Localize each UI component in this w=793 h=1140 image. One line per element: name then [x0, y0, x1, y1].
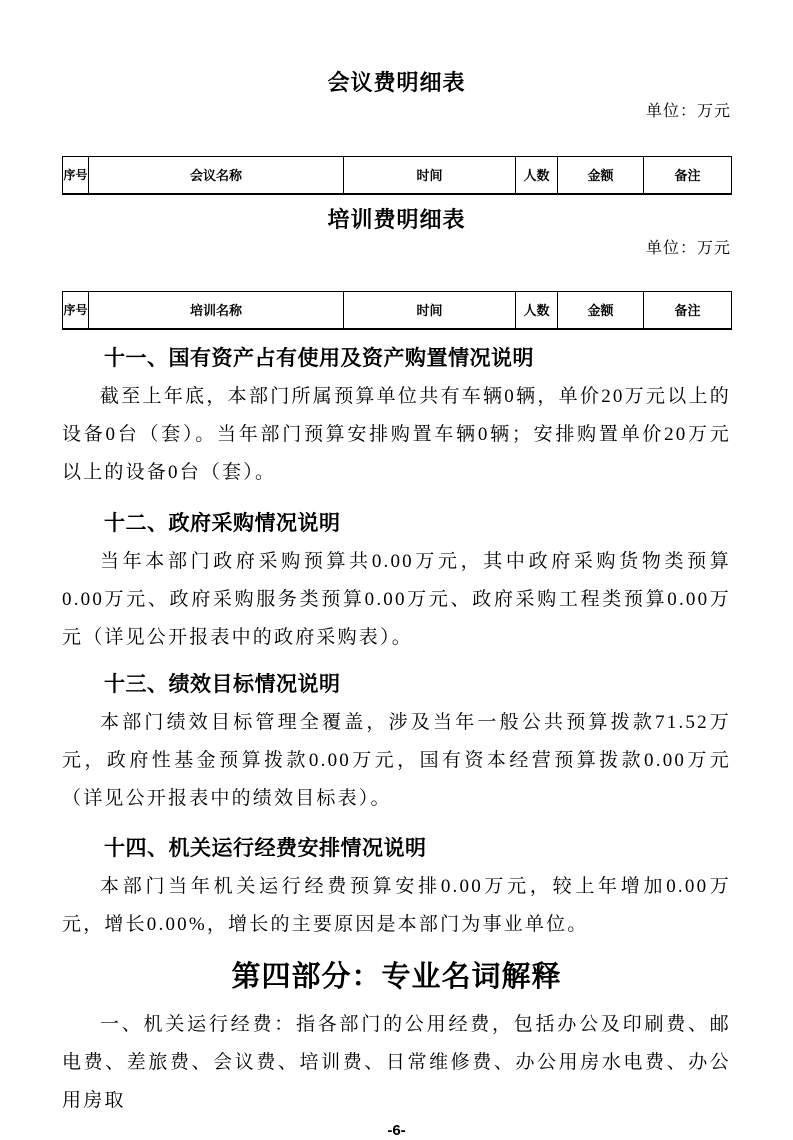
meeting-fee-unit-label: 单位：万元 [645, 103, 731, 120]
header-cell-序号: 序号 [63, 292, 89, 330]
header-cell-备注: 备注 [644, 292, 732, 330]
header-cell-备注: 备注 [644, 157, 732, 195]
header-cell-会议名称: 会议名称 [89, 157, 344, 195]
training-fee-table-header-row [63, 292, 732, 330]
header-cell-金额: 金额 [558, 157, 644, 195]
section-heading-performance-targets: 十三、绩效目标情况说明 [104, 673, 341, 696]
header-cell-时间: 时间 [344, 292, 516, 330]
meeting-fee-table-title: 会议费明细表 [327, 70, 466, 95]
page-number: -6- [387, 1122, 406, 1139]
training-fee-table-title: 培训费明细表 [327, 207, 466, 232]
section-body-government-procurement: 当年本部门政府采购预算共0.00万元，其中政府采购货物类预算0.00万元、政府采购服务类预算0.00万元、政府采购工程类预算0.00万元（详见公开报表中的政府采购表）。 [62, 551, 731, 648]
header-cell-金额: 金额 [558, 292, 644, 330]
section-body-state-assets: 截至上年底，本部门所属预算单位共有车辆0辆，单价20万元以上的设备0台（套）。当年部门预算安排购置车辆0辆；安排购置单价20万元以上的设备0台（套）。 [62, 386, 731, 483]
meeting-fee-table-header-row [63, 157, 732, 195]
section-heading-government-procurement: 十二、政府采购情况说明 [104, 512, 341, 535]
section-body-performance-targets: 本部门绩效目标管理全覆盖，涉及当年一般公共预算拨款71.52万元，政府性基金预算拨款0.00万元，国有资本经营预算拨款0.00万元（详见公开报表中的绩效目标表）。 [62, 712, 731, 809]
header-cell-培训名称: 培训名称 [89, 292, 344, 330]
header-cell-人数: 人数 [516, 292, 558, 330]
part-four-title: 第四部分：专业名词解释 [231, 961, 562, 993]
section-body-operating-expenses: 本部门当年机关运行经费预算安排0.00万元，较上年增加0.00万元，增长0.00%，增长的主要原因是本部门为事业单位。 [62, 876, 731, 935]
header-cell-人数: 人数 [516, 157, 558, 195]
training-fee-unit-label: 单位：万元 [645, 240, 731, 257]
glossary-paragraph-operating-expenses: 一、机关运行经费：指各部门的公用经费，包括办公及印刷费、邮电费、差旅费、会议费、培训费、日常维修费、办公用房水电费、办公用房取 [62, 1014, 731, 1111]
section-heading-state-assets: 十一、国有资产占有使用及资产购置情况说明 [104, 347, 534, 370]
training-fee-table [62, 291, 732, 330]
section-heading-operating-expenses: 十四、机关运行经费安排情况说明 [104, 837, 427, 860]
header-cell-序号: 序号 [63, 157, 89, 195]
header-cell-时间: 时间 [344, 157, 516, 195]
meeting-fee-table [62, 156, 732, 195]
